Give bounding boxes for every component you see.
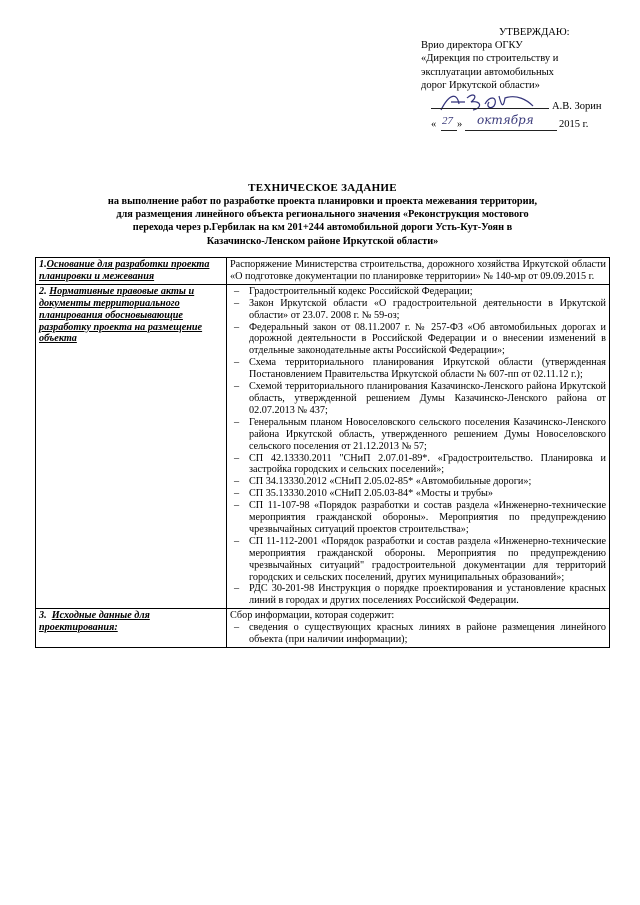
row-intro: Сбор информации, которая содержит: (230, 610, 395, 622)
title-line: на выполнение работ по разработке проекта планировки и проекта межевания территории, (107, 196, 538, 207)
date-month: октября (477, 113, 534, 128)
approver-position-line: Врио директора ОГКУ (421, 40, 523, 52)
list-item: – СП 11-107-98 «Порядок разработки и состав раздела «Инженерно-технические мероприятия гражданской обороны». Мероприятия по предупреждению чрезвычайных ситуаций проектов строительства»; (230, 500, 606, 536)
table-row (36, 258, 610, 285)
approver-position-line: эксплуатации автомобильных (421, 66, 554, 78)
list-item: – Градостроительный кодекс Российской Федерации; (230, 286, 606, 298)
row-label-cell (36, 609, 227, 648)
table-row (36, 609, 610, 648)
date-close-quote: » (457, 119, 463, 131)
row-label: Нормативные правовые акты и документы территориального планирования обосновывающие разработку проекта на размещение объекта (39, 285, 203, 345)
row-number: 3. (39, 610, 47, 622)
row-number: 2. (39, 285, 47, 297)
date-month-underline (465, 130, 557, 131)
list-item: – сведения о существующих красных линиях в районе размещения линейного объекта (при наличии информации); (230, 622, 606, 646)
approver-position-line: «Дирекция по строительству и (421, 53, 559, 65)
list-item: – Федеральный закон от 08.11.2007 г. № 257-ФЗ «Об автомобильных дорогах и дорожной деятельности в Российской Федерации и о внесении изменений в отдельные законодательные акты Российской Федерации»; (230, 322, 606, 358)
list-item: – СП 34.13330.2012 «СНиП 2.05.02-85* «Автомобильные дороги»; (230, 476, 606, 488)
signature-underline (431, 108, 549, 109)
row-text: Распоряжение Министерства строительства, дорожного хозяйства Иркутской области «О подготовке документации по планировке территории» № 140-мр от 09.09.2015 г. (230, 259, 606, 282)
row-label-cell (36, 284, 227, 608)
list-item: – Схемой территориального планирования Казачинско-Ленского района Иркутской область, утвержденной решением Думы Казачинско-Ленского района от 02.07.2013 № 437; (230, 381, 606, 417)
list-item: – Закон Иркутской области «О градостроительной деятельности в Иркутской области» от 23.07. 2008 г. № 59-оз; (230, 298, 606, 322)
approval-header: УТВЕРЖДАЮ: (499, 27, 570, 38)
handwritten-signature (437, 90, 537, 114)
list-item: – РДС 30-201-98 Инструкция о порядке проектирования и установление красных линий в городах и других поселениях Российской Федерации. (230, 583, 606, 607)
approval-date (421, 113, 626, 134)
list-item: – Генеральным планом Новоселовского сельского поселения Казачинско-Ленского района Иркутской область, утвержденного решением Думы Новоселовского сельского поселения от 21.12.2013 № 57; (230, 417, 606, 453)
title-line: Казачинско-Ленском районе Иркутской области» (206, 235, 439, 247)
date-year: 2015 г. (559, 119, 589, 131)
row-label-cell (36, 258, 227, 285)
table-row (36, 284, 610, 608)
title-line: перехода через р.Гербилак на км 201+244 автомобильной дороги Усть-Кут-Уоян в (132, 222, 513, 234)
requirements-table (35, 257, 610, 648)
date-day-underline (441, 130, 457, 131)
row-label: Исходные данные для проектирования: (39, 610, 150, 634)
source-data-list (230, 622, 606, 646)
list-item: – СП 42.13330.2011 "СНиП 2.07.01-89*. «Градостроительство. Планировка и застройка городских и сельских поселений»; (230, 453, 606, 477)
signer-name: А.В. Зорин (552, 101, 602, 113)
row-content-cell (227, 258, 610, 285)
title-heading: ТЕХНИЧЕСКОЕ ЗАДАНИЕ (248, 182, 397, 194)
title-line: для размещения линейного объекта регионального значения «Реконструкция мостового (116, 209, 529, 221)
row-content-cell (227, 284, 610, 608)
list-item: – СП 11-112-2001 «Порядок разработки и состав раздела «Инженерно-технические мероприятия гражданской обороны. Мероприятия по предупреждению чрезвычайных ситуаций" градостроительной документации для территорий городских и сельских поселений, других муниципальных образований»; (230, 536, 606, 584)
date-day: 27 (442, 115, 453, 128)
date-open-quote: « (431, 119, 437, 131)
approval-block (421, 26, 626, 134)
list-item: – Схема территориального планирования Иркутской области (утвержденная Постановлением Правительства Иркутской области № 607-пп от 02.11.12 г.); (230, 357, 606, 381)
approver-position-line: дорог Иркутской области» (421, 79, 540, 91)
document-title (40, 182, 605, 248)
row-number: 1. (39, 259, 47, 270)
normative-acts-list (230, 286, 606, 607)
list-item: – СП 35.13330.2010 «СНиП 2.05.03-84* «Мосты и трубы» (230, 488, 606, 500)
title-subtitle (40, 195, 605, 248)
row-content-cell (227, 609, 610, 648)
row-label: Основание для разработки проекта планировки и межевания (39, 259, 210, 282)
